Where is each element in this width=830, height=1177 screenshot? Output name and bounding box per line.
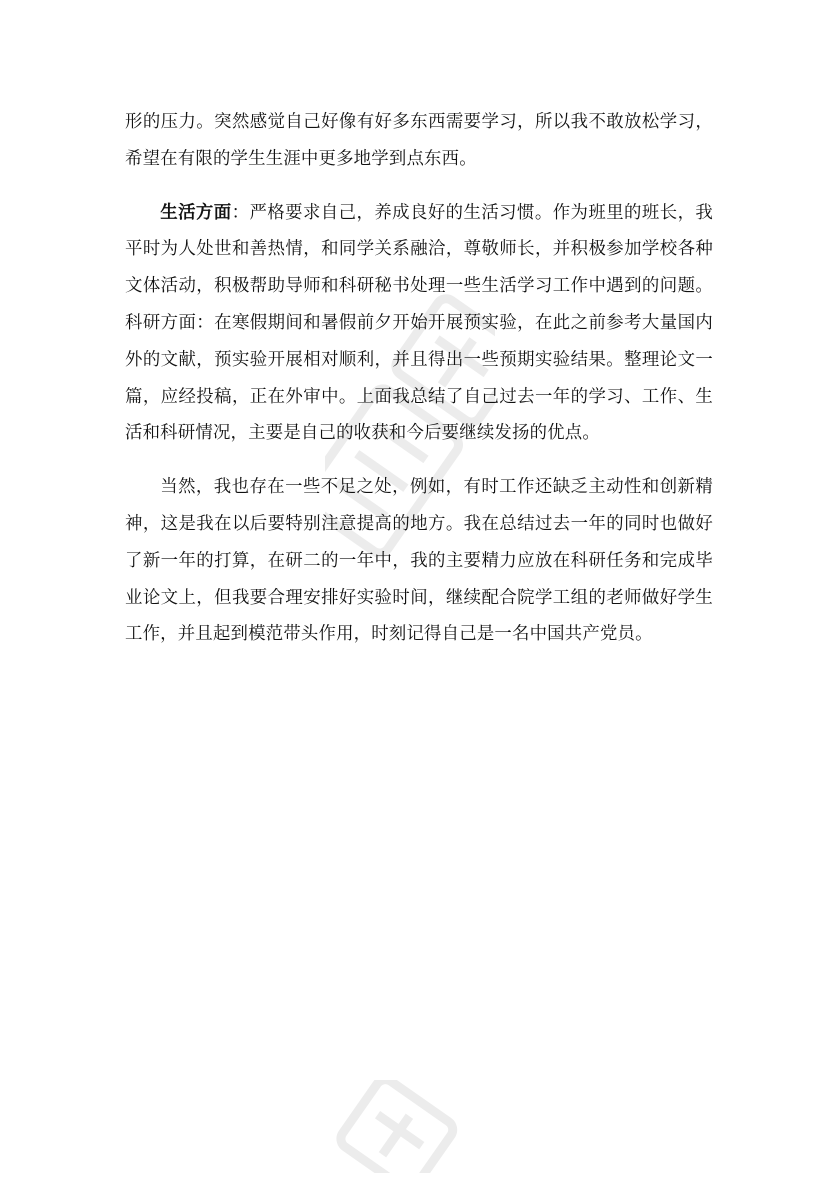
paragraph-2 xyxy=(125,195,713,453)
paragraph-1-text: 形的压力。突然感觉自己好像有好多东西需要学习，所以我不敢放松学习，希望在有限的学生生涯中更多地学到点东西。 xyxy=(125,112,713,169)
watermark-corner-graphic xyxy=(330,1080,480,1173)
watermark-mark-bottom xyxy=(330,1080,480,1173)
paragraph-2-heading: 生活方面 xyxy=(160,202,232,223)
paragraph-2-text: ：严格要求自己，养成良好的生活习惯。作为班里的班长，我平时为人处世和善热情，和同学关系融洽，尊敬师长，并积极参加学校各种文体活动，积极帮助导师和科研秘书处理一些生活学习工作中遇到的问题。科研方面：在寒假期间和暑假前夕开始开展预实验，在此之前参考大量国内外的文献，预实验开展相对顺利，并且得出一些预期实验结果。整理论文一篇，应经投稿，正在外审中。上面我总结了自己过去一年的学习、工作、生活和科研情况，主要是自己的收获和今后要继续发扬的优点。 xyxy=(125,202,713,444)
paragraph-1 xyxy=(125,104,713,178)
paragraph-3-text: 当然，我也存在一些不足之处，例如，有时工作还缺乏主动性和创新精神，这是我在以后要特别注意提高的地方。我在总结过去一年的同时也做好了新一年的打算，在研二的一年中，我的主要精力应放在科研任务和完成毕业论文上，但我要合理安排好实验时间，继续配合院学工组的老师做好学生工作，并且起到模范带头作用，时刻记得自己是一名中国共产党员。 xyxy=(125,477,713,645)
paragraph-3 xyxy=(125,469,713,653)
document-body xyxy=(125,104,713,653)
